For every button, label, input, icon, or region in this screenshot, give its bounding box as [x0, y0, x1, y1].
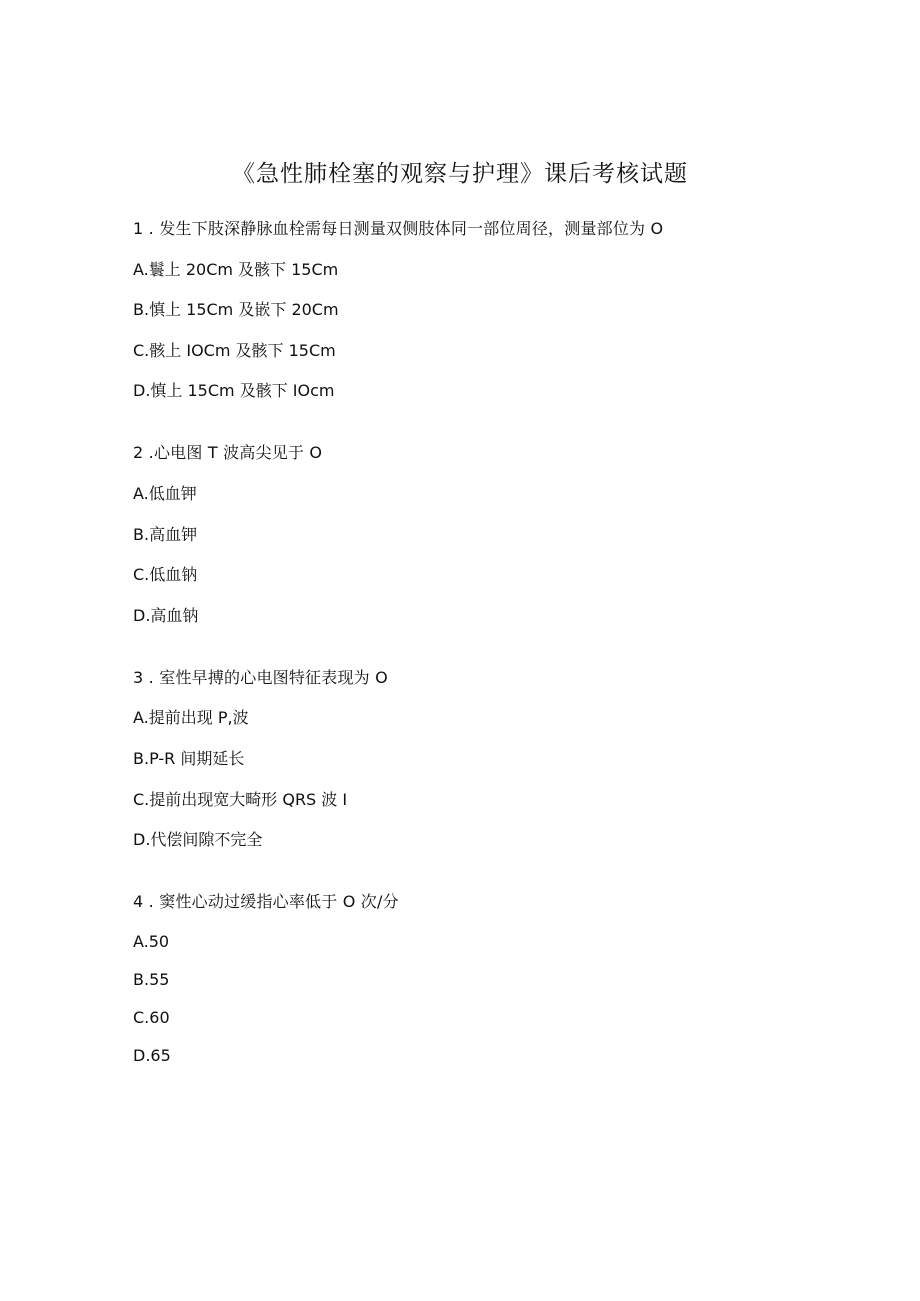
question-1-option-b: B.慎上 15Cm 及嵌下 20Cm: [133, 300, 339, 319]
question-4-option-d: D.65: [133, 1046, 171, 1065]
question-2-option-c: C.低血钠: [133, 565, 198, 584]
question-3-stem: 3 . 室性早搏的心电图特征表现为 O: [133, 668, 388, 687]
question-3-option-a: A.提前出现 P,波: [133, 708, 249, 727]
question-1-stem: 1 . 发生下肢深静脉血栓需每日测量双侧肢体同一部位周径，测量部位为 O: [133, 219, 664, 238]
question-1-option-d: D.慎上 15Cm 及骸下 IOcm: [133, 381, 335, 400]
question-2-stem: 2 .心电图 T 波高尖见于 O: [133, 443, 323, 462]
question-4-stem: 4 . 窦性心动过缓指心率低于 O 次/分: [133, 892, 399, 911]
question-1-option-c: C.骸上 IOCm 及骸下 15Cm: [133, 341, 336, 360]
question-4-option-a: A.50: [133, 932, 170, 951]
question-2-option-a: A.低血钾: [133, 484, 197, 503]
question-3-option-c: C.提前出现宽大畸形 QRS 波 I: [133, 790, 348, 809]
question-1-option-a: A.鬟上 20Cm 及骸下 15Cm: [133, 260, 339, 279]
page-title: 《急性肺栓塞的观察与护理》课后考核试题: [232, 161, 688, 187]
question-4-option-b: B.55: [133, 970, 170, 989]
question-4-option-c: C.60: [133, 1008, 170, 1027]
question-3-option-b: B.P-R 间期延长: [133, 749, 245, 768]
question-3-option-d: D.代偿间隙不完全: [133, 830, 263, 849]
question-2-option-d: D.高血钠: [133, 606, 199, 625]
question-2-option-b: B.高血钾: [133, 525, 198, 544]
